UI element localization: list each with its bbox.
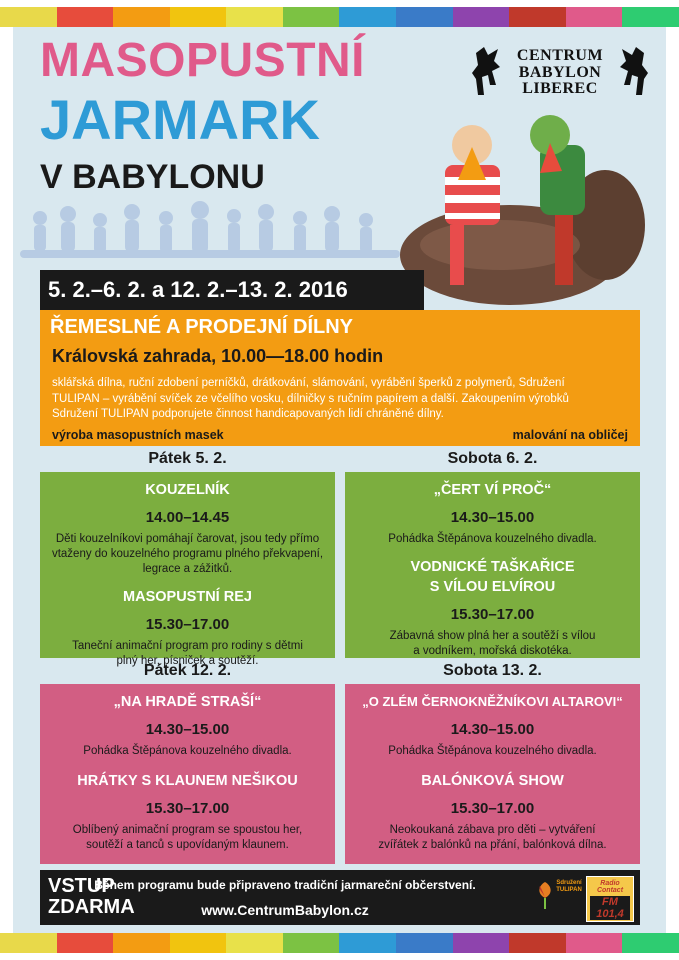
stripe-segment xyxy=(396,7,453,27)
stripe-segment xyxy=(339,7,396,27)
stripe-segment xyxy=(170,933,227,953)
event-time: 15.30–17.00 xyxy=(450,800,535,817)
event-title: BALÓNKOVÁ SHOW xyxy=(421,773,564,789)
stripe-segment xyxy=(396,933,453,953)
event-time: 15.30–17.00 xyxy=(145,800,230,817)
website-link[interactable]: www.CentrumBabylon.cz xyxy=(201,902,369,918)
stripe-segment xyxy=(283,7,340,27)
stripe-segment xyxy=(622,7,679,27)
centrum-babylon-logo xyxy=(470,40,650,106)
event-desc-line: soutěží a tanců s upovídaným klaunem. xyxy=(86,839,289,851)
event-desc-line: legrace a zážitků. xyxy=(142,563,233,575)
stripe-segment xyxy=(57,933,114,953)
stripe-segment xyxy=(226,7,283,27)
stripe-segment xyxy=(0,7,57,27)
event-title: „O ZLÉM ČERNOKNĚŽNÍKOVI ALTAROVI“ xyxy=(362,694,623,709)
event-desc-line: Pohádka Štěpánova kouzelného divadla. xyxy=(388,533,597,545)
event-title: HRÁTKY S KLAUNEM NEŠIKOU xyxy=(77,773,298,789)
logo-line-babylon: BABYLON xyxy=(518,63,602,81)
event-time: 15.30–17.00 xyxy=(145,616,230,633)
event-desc-line: plný her, písniček a soutěží. xyxy=(116,655,259,667)
tulipan-text: Sdružení TULIPAN xyxy=(556,880,582,893)
stripe-segment xyxy=(453,7,510,27)
stripe-segment xyxy=(113,7,170,27)
free-entry-line1: VSTUP xyxy=(48,875,115,897)
event-desc-line: Neokoukaná zábava pro děti – vytváření xyxy=(389,824,596,836)
stripe-segment xyxy=(509,7,566,27)
event-title: „ČERT VÍ PROČ“ xyxy=(433,482,552,498)
program-box-patek-5 xyxy=(40,472,335,667)
stripe-segment xyxy=(622,933,679,953)
workshops-heading: ŘEMESLNÉ A PRODEJNÍ DÍLNY xyxy=(50,316,353,338)
event-desc-line: Pohádka Štěpánova kouzelného divadla. xyxy=(388,745,597,757)
radio-name: Radio Contact xyxy=(596,880,624,894)
workshops-panel xyxy=(40,310,640,446)
day-label-sobota-6: Sobota 6. 2. xyxy=(447,450,538,467)
event-time: 14.00–14.45 xyxy=(145,509,230,526)
day-label-patek-12: Pátek 12. 2. xyxy=(143,662,232,679)
stripe-segment xyxy=(509,933,566,953)
logo-line-liberec: LIBEREC xyxy=(522,80,598,98)
logo-line-centrum: CENTRUM xyxy=(516,46,604,64)
tulip-icon xyxy=(534,880,556,910)
event-time: 14.30–15.00 xyxy=(450,509,535,526)
stripe-segment xyxy=(170,7,227,27)
event-desc-line: Taneční animační program pro rodiny s dětmi xyxy=(72,640,303,652)
stripe-segment xyxy=(566,7,623,27)
griffin-left-icon xyxy=(470,45,504,101)
stripe-segment xyxy=(57,7,114,27)
stripe-segment xyxy=(283,933,340,953)
event-title: „NA HRADĚ STRAŠÍ“ xyxy=(113,694,262,710)
event-time: 15.30–17.00 xyxy=(450,606,535,623)
radio-contact-logo xyxy=(586,876,634,922)
carnival-puppets-illustration xyxy=(390,105,660,345)
workshops-description: sklářská dílna, ruční zdobení perníčků, drátkování, slámování, vyrábění šperků z polymerů, Sdružení TULIPAN – vyrábění svíček ze včelího vosku, dílničky s ručním papírem a další. Zakoupením výrobků Sdružení TULIPAN podporujete činnost handicapovaných lidí chráněné dílny. xyxy=(52,377,569,420)
free-entry-line2: ZDARMA xyxy=(48,896,135,918)
workshops-left-note: výroba masopustních masek xyxy=(52,428,224,442)
griffin-right-icon xyxy=(616,45,650,101)
partner-logos xyxy=(532,874,636,921)
program-box-patek-12 xyxy=(40,684,335,864)
workshops-right-note: malování na obličej xyxy=(512,428,628,442)
event-desc-line: Oblíbený animační program se spoustou her, xyxy=(72,824,303,836)
event-desc-line: zvířátek z balónků na přání, balónková dílna. xyxy=(378,839,607,851)
footer-bar xyxy=(40,870,640,925)
stripe-segment xyxy=(226,933,283,953)
stripe-segment xyxy=(566,933,623,953)
stripe-segment xyxy=(0,933,57,953)
event-title: KOUZELNÍK xyxy=(145,482,230,498)
event-desc-line: vtaženy do kouzelného programu plného překvapení, xyxy=(51,548,324,560)
stripe-segment xyxy=(339,933,396,953)
radio-frequency: FM 101,4 xyxy=(590,896,630,920)
program-box-sobota-6 xyxy=(345,472,640,658)
event-title: VODNICKÉ TAŠKAŘICE xyxy=(410,559,575,575)
event-time: 14.30–15.00 xyxy=(450,721,535,738)
day-label-patek-5: Pátek 5. 2. xyxy=(148,450,227,467)
event-time: 14.30–15.00 xyxy=(145,721,230,738)
event-title: MASOPUSTNÍ REJ xyxy=(123,589,252,605)
event-desc-line: Děti kouzelníkovi pomáhají čarovat, jsou tedy přímo xyxy=(55,533,320,545)
day-label-sobota-13: Sobota 13. 2. xyxy=(443,662,542,679)
bottom-rainbow-stripe xyxy=(0,933,679,953)
refreshment-note: Během programu bude připraveno tradiční jarmareční občerstvení. xyxy=(94,878,476,892)
event-desc-line: a vodníkem, mořská diskotéka. xyxy=(413,645,572,657)
event-desc-line: Zábavná show plná her a soutěží s vílou xyxy=(389,630,596,642)
event-desc-line: Pohádka Štěpánova kouzelného divadla. xyxy=(83,745,292,757)
tulipan-logo xyxy=(534,874,582,921)
program-box-sobota-13 xyxy=(345,684,640,864)
title-v-babylonu: V BABYLONU xyxy=(40,158,265,196)
stripe-segment xyxy=(453,933,510,953)
top-rainbow-stripe xyxy=(0,7,679,27)
event-title-line2: S VÍLOU ELVÍROU xyxy=(429,579,556,595)
stripe-segment xyxy=(113,933,170,953)
title-masopustni: MASOPUSTNÍ xyxy=(40,34,366,87)
dancers-silhouette xyxy=(20,200,400,270)
title-jarmark: JARMARK xyxy=(40,88,320,151)
event-dates-banner: 5. 2.–6. 2. a 12. 2.–13. 2. 2016 xyxy=(40,270,424,310)
workshops-place-time: Královská zahrada, 10.00—18.00 hodin xyxy=(52,346,384,366)
